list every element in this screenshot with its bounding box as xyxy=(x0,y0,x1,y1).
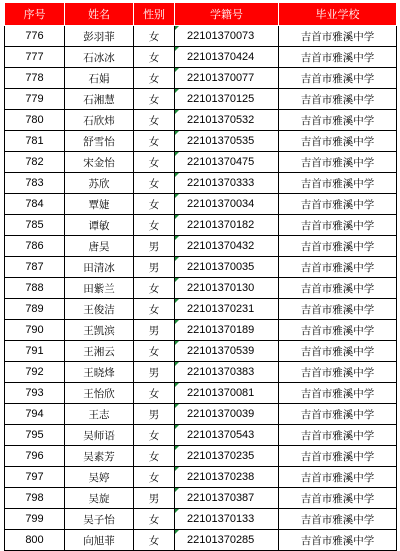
table-row xyxy=(5,236,397,257)
table-row xyxy=(5,362,397,383)
name-cell: 唐昊 xyxy=(65,236,134,257)
gender-cell: 女 xyxy=(134,215,175,236)
gender-cell: 女 xyxy=(134,341,175,362)
student-id-cell: 22101370535 xyxy=(175,131,279,152)
gender-cell: 女 xyxy=(134,278,175,299)
serial-number-cell: 791 xyxy=(5,341,65,362)
gender-cell: 男 xyxy=(134,404,175,425)
table-row xyxy=(5,194,397,215)
student-id-cell: 22101370081 xyxy=(175,383,279,404)
school-cell: 吉首市雅溪中学 xyxy=(279,47,397,68)
name-cell: 覃婕 xyxy=(65,194,134,215)
header-serial-number: 序号 xyxy=(5,3,65,26)
school-cell: 吉首市雅溪中学 xyxy=(279,278,397,299)
school-cell: 吉首市雅溪中学 xyxy=(279,26,397,47)
table-row xyxy=(5,278,397,299)
gender-cell: 女 xyxy=(134,299,175,320)
student-id-cell: 22101370182 xyxy=(175,215,279,236)
serial-number-cell: 789 xyxy=(5,299,65,320)
school-cell: 吉首市雅溪中学 xyxy=(279,446,397,467)
header-row xyxy=(5,3,397,26)
serial-number-cell: 783 xyxy=(5,173,65,194)
name-cell: 宋金怡 xyxy=(65,152,134,173)
table-row xyxy=(5,404,397,425)
serial-number-cell: 777 xyxy=(5,47,65,68)
name-cell: 王志 xyxy=(65,404,134,425)
serial-number-cell: 784 xyxy=(5,194,65,215)
school-cell: 吉首市雅溪中学 xyxy=(279,215,397,236)
student-id-cell: 22101370035 xyxy=(175,257,279,278)
school-cell: 吉首市雅溪中学 xyxy=(279,509,397,530)
student-id-cell: 22101370539 xyxy=(175,341,279,362)
school-cell: 吉首市雅溪中学 xyxy=(279,341,397,362)
gender-cell: 女 xyxy=(134,26,175,47)
gender-cell: 女 xyxy=(134,173,175,194)
gender-cell: 女 xyxy=(134,194,175,215)
school-cell: 吉首市雅溪中学 xyxy=(279,299,397,320)
serial-number-cell: 796 xyxy=(5,446,65,467)
school-cell: 吉首市雅溪中学 xyxy=(279,236,397,257)
table-row xyxy=(5,257,397,278)
name-cell: 田清冰 xyxy=(65,257,134,278)
table-row xyxy=(5,425,397,446)
serial-number-cell: 795 xyxy=(5,425,65,446)
school-cell: 吉首市雅溪中学 xyxy=(279,530,397,551)
serial-number-cell: 781 xyxy=(5,131,65,152)
serial-number-cell: 792 xyxy=(5,362,65,383)
school-cell: 吉首市雅溪中学 xyxy=(279,131,397,152)
table-row xyxy=(5,173,397,194)
student-id-cell: 22101370543 xyxy=(175,425,279,446)
serial-number-cell: 782 xyxy=(5,152,65,173)
gender-cell: 女 xyxy=(134,509,175,530)
serial-number-cell: 779 xyxy=(5,89,65,110)
school-cell: 吉首市雅溪中学 xyxy=(279,404,397,425)
table-row xyxy=(5,152,397,173)
table-row xyxy=(5,68,397,89)
name-cell: 舒雪怡 xyxy=(65,131,134,152)
serial-number-cell: 780 xyxy=(5,110,65,131)
serial-number-cell: 798 xyxy=(5,488,65,509)
serial-number-cell: 799 xyxy=(5,509,65,530)
student-id-cell: 22101370039 xyxy=(175,404,279,425)
header-student-id: 学籍号 xyxy=(175,3,279,26)
name-cell: 石娟 xyxy=(65,68,134,89)
serial-number-cell: 785 xyxy=(5,215,65,236)
student-id-cell: 22101370238 xyxy=(175,467,279,488)
name-cell: 王俊洁 xyxy=(65,299,134,320)
serial-number-cell: 797 xyxy=(5,467,65,488)
school-cell: 吉首市雅溪中学 xyxy=(279,257,397,278)
gender-cell: 男 xyxy=(134,257,175,278)
table-row xyxy=(5,47,397,68)
gender-cell: 女 xyxy=(134,152,175,173)
name-cell: 彭羽菲 xyxy=(65,26,134,47)
gender-cell: 男 xyxy=(134,236,175,257)
school-cell: 吉首市雅溪中学 xyxy=(279,173,397,194)
table-row xyxy=(5,26,397,47)
student-id-cell: 22101370130 xyxy=(175,278,279,299)
school-cell: 吉首市雅溪中学 xyxy=(279,194,397,215)
gender-cell: 女 xyxy=(134,446,175,467)
student-id-cell: 22101370285 xyxy=(175,530,279,551)
name-cell: 王凯滨 xyxy=(65,320,134,341)
table-row xyxy=(5,299,397,320)
table-row xyxy=(5,446,397,467)
table-row xyxy=(5,341,397,362)
gender-cell: 女 xyxy=(134,110,175,131)
gender-cell: 女 xyxy=(134,467,175,488)
gender-cell: 女 xyxy=(134,131,175,152)
serial-number-cell: 786 xyxy=(5,236,65,257)
gender-cell: 男 xyxy=(134,320,175,341)
student-id-cell: 22101370532 xyxy=(175,110,279,131)
header-gender: 性别 xyxy=(134,3,175,26)
school-cell: 吉首市雅溪中学 xyxy=(279,89,397,110)
gender-cell: 女 xyxy=(134,383,175,404)
table-row xyxy=(5,89,397,110)
school-cell: 吉首市雅溪中学 xyxy=(279,110,397,131)
gender-cell: 女 xyxy=(134,89,175,110)
gender-cell: 男 xyxy=(134,488,175,509)
student-id-cell: 22101370333 xyxy=(175,173,279,194)
student-id-cell: 22101370125 xyxy=(175,89,279,110)
serial-number-cell: 778 xyxy=(5,68,65,89)
table-row xyxy=(5,467,397,488)
table-row xyxy=(5,509,397,530)
table-row xyxy=(5,488,397,509)
table-row xyxy=(5,530,397,551)
student-id-cell: 22101370077 xyxy=(175,68,279,89)
name-cell: 吴子怡 xyxy=(65,509,134,530)
student-list-sheet xyxy=(4,2,396,551)
gender-cell: 女 xyxy=(134,530,175,551)
school-cell: 吉首市雅溪中学 xyxy=(279,152,397,173)
name-cell: 吴素芳 xyxy=(65,446,134,467)
school-cell: 吉首市雅溪中学 xyxy=(279,68,397,89)
gender-cell: 女 xyxy=(134,425,175,446)
student-id-cell: 22101370475 xyxy=(175,152,279,173)
school-cell: 吉首市雅溪中学 xyxy=(279,467,397,488)
gender-cell: 男 xyxy=(134,362,175,383)
student-id-cell: 22101370387 xyxy=(175,488,279,509)
gender-cell: 女 xyxy=(134,68,175,89)
student-id-cell: 22101370235 xyxy=(175,446,279,467)
table-header xyxy=(5,3,397,26)
header-name: 姓名 xyxy=(65,3,134,26)
name-cell: 田紫兰 xyxy=(65,278,134,299)
serial-number-cell: 776 xyxy=(5,26,65,47)
header-school: 毕业学校 xyxy=(279,3,397,26)
student-id-cell: 22101370424 xyxy=(175,47,279,68)
serial-number-cell: 794 xyxy=(5,404,65,425)
serial-number-cell: 787 xyxy=(5,257,65,278)
name-cell: 吴婷 xyxy=(65,467,134,488)
name-cell: 石湘慧 xyxy=(65,89,134,110)
table-row xyxy=(5,131,397,152)
name-cell: 王晓烽 xyxy=(65,362,134,383)
name-cell: 吴旋 xyxy=(65,488,134,509)
table-row xyxy=(5,320,397,341)
school-cell: 吉首市雅溪中学 xyxy=(279,383,397,404)
student-id-cell: 22101370073 xyxy=(175,26,279,47)
student-id-cell: 22101370034 xyxy=(175,194,279,215)
student-table xyxy=(4,2,397,551)
name-cell: 王怡欣 xyxy=(65,383,134,404)
name-cell: 石欣炜 xyxy=(65,110,134,131)
gender-cell: 女 xyxy=(134,47,175,68)
student-id-cell: 22101370231 xyxy=(175,299,279,320)
table-body xyxy=(5,26,397,551)
serial-number-cell: 788 xyxy=(5,278,65,299)
table-row xyxy=(5,110,397,131)
student-id-cell: 22101370133 xyxy=(175,509,279,530)
school-cell: 吉首市雅溪中学 xyxy=(279,362,397,383)
school-cell: 吉首市雅溪中学 xyxy=(279,320,397,341)
school-cell: 吉首市雅溪中学 xyxy=(279,488,397,509)
serial-number-cell: 793 xyxy=(5,383,65,404)
student-id-cell: 22101370189 xyxy=(175,320,279,341)
name-cell: 向旭菲 xyxy=(65,530,134,551)
student-id-cell: 22101370383 xyxy=(175,362,279,383)
table-row xyxy=(5,215,397,236)
school-cell: 吉首市雅溪中学 xyxy=(279,425,397,446)
name-cell: 苏欣 xyxy=(65,173,134,194)
name-cell: 吴师语 xyxy=(65,425,134,446)
name-cell: 石冰冰 xyxy=(65,47,134,68)
serial-number-cell: 790 xyxy=(5,320,65,341)
student-id-cell: 22101370432 xyxy=(175,236,279,257)
serial-number-cell: 800 xyxy=(5,530,65,551)
name-cell: 谭敏 xyxy=(65,215,134,236)
name-cell: 王湘云 xyxy=(65,341,134,362)
table-row xyxy=(5,383,397,404)
